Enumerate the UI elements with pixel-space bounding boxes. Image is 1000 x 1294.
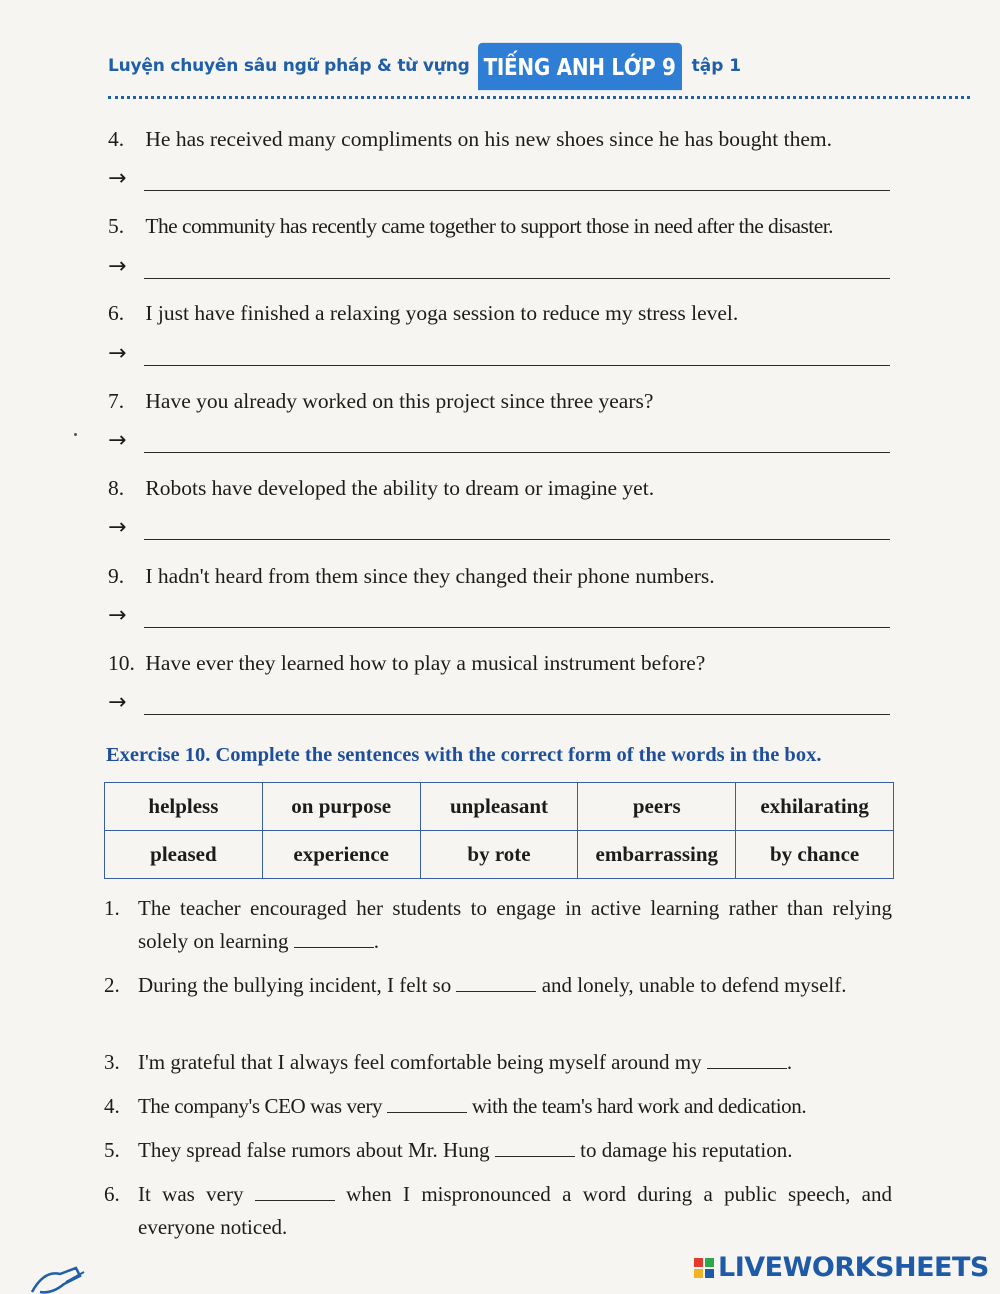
book-badge: TIẾNG ANH LỚP 9: [478, 42, 682, 89]
question-item: [104, 1046, 892, 1079]
arrow-icon: →: [108, 515, 127, 540]
book-subtitle: Luyện chuyên sâu ngữ pháp & từ vựng: [108, 56, 470, 76]
page-header: [108, 38, 741, 94]
answer-input[interactable]: [144, 365, 890, 366]
question-text: [138, 969, 892, 1002]
answer-row: [108, 166, 890, 198]
question-item: [104, 969, 892, 1002]
word-box-row: [105, 831, 894, 879]
arrow-icon: →: [108, 690, 127, 715]
item-number: 6.: [108, 301, 125, 325]
answer-input[interactable]: [144, 278, 890, 279]
question-item: [104, 1090, 892, 1123]
arrow-icon: →: [108, 603, 127, 628]
answer-input[interactable]: [144, 714, 890, 715]
question-text-after: .: [373, 929, 379, 953]
scan-speck: [74, 433, 77, 436]
logo-text: LIVEWORKSHEETS: [718, 1252, 989, 1283]
word-cell: pleased: [105, 831, 263, 879]
item-text: Have you already worked on this project since three years?: [145, 389, 654, 413]
question-text: [138, 1046, 892, 1079]
item-number: 4.: [108, 127, 125, 151]
arrow-icon: →: [108, 341, 127, 366]
answer-blank[interactable]: [294, 931, 374, 948]
question-text: [138, 892, 892, 958]
item-text: I hadn't heard from them since they changed their phone numbers.: [145, 564, 715, 588]
word-box: [104, 782, 894, 879]
question-item: [104, 1178, 892, 1244]
item-text: He has received many compliments on his new shoes since he has bought them.: [145, 127, 833, 151]
word-cell: helpless: [105, 783, 263, 831]
item-text: Robots have developed the ability to dream or imagine yet.: [145, 476, 655, 500]
rewrite-item: [108, 126, 898, 152]
arrow-icon: →: [108, 428, 127, 453]
question-text-before: I'm grateful that I always feel comfortable being myself around my: [138, 1050, 707, 1074]
answer-row: [108, 254, 890, 286]
rewrite-item: [108, 650, 898, 676]
rewrite-item: [108, 475, 898, 501]
rewrite-item: [108, 563, 898, 589]
question-text-after: and lonely, unable to defend myself.: [536, 973, 847, 997]
rewrite-item: [108, 388, 898, 414]
item-text: Have ever they learned how to play a musical instrument before?: [145, 651, 706, 675]
question-text: [138, 1134, 892, 1167]
answer-input[interactable]: [144, 190, 890, 191]
answer-row: [108, 428, 890, 460]
question-number: 3.: [104, 1050, 120, 1074]
answer-row: [108, 603, 890, 635]
question-text-before: They spread false rumors about Mr. Hung: [138, 1138, 495, 1162]
answer-blank[interactable]: [495, 1140, 575, 1157]
item-number: 5.: [108, 214, 125, 238]
word-cell: unpleasant: [420, 783, 578, 831]
volume-label: tập 1: [691, 56, 742, 76]
word-cell: experience: [262, 831, 420, 879]
question-number: 5.: [104, 1138, 120, 1162]
question-item: [104, 1134, 892, 1167]
rewrite-item: [108, 213, 898, 239]
arrow-icon: →: [108, 166, 127, 191]
question-text-after: when I mispronounced a word during a public speech, and everyone noticed.: [138, 1182, 892, 1239]
question-text-after: to damage his reputation.: [574, 1138, 793, 1162]
item-text: The community has recently came together to support those in need after the disaster.: [145, 214, 833, 238]
answer-blank[interactable]: [707, 1052, 787, 1069]
answer-row: [108, 515, 890, 547]
word-cell: by rote: [420, 831, 578, 879]
question-text-before: The company's CEO was very: [138, 1094, 388, 1118]
pencil-icon: [30, 1264, 90, 1294]
item-number: 8.: [108, 476, 125, 500]
answer-input[interactable]: [144, 452, 890, 453]
answer-blank[interactable]: [387, 1096, 467, 1113]
question-text: [138, 1090, 892, 1123]
answer-row: [108, 341, 890, 373]
word-cell: embarrassing: [578, 831, 736, 879]
item-number: 10.: [108, 651, 135, 675]
exercise-title: Exercise 10. Complete the sentences with the correct form of the words in the box.: [106, 744, 822, 766]
answer-blank[interactable]: [255, 1184, 335, 1201]
question-text-before: During the bullying incident, I felt so: [138, 973, 457, 997]
answer-input[interactable]: [144, 627, 890, 628]
word-box-row: [105, 783, 894, 831]
item-text: I just have finished a relaxing yoga session to reduce my stress level.: [145, 301, 739, 325]
word-cell: peers: [578, 783, 736, 831]
answer-row: [108, 690, 890, 722]
arrow-icon: →: [108, 254, 127, 279]
item-number: 9.: [108, 564, 125, 588]
question-text-after: with the team's hard work and dedication.: [467, 1094, 807, 1118]
answer-blank[interactable]: [456, 975, 536, 992]
answer-input[interactable]: [144, 539, 890, 540]
liveworksheets-logo: [694, 1252, 989, 1283]
question-number: 1.: [104, 896, 120, 920]
question-text-before: It was very: [138, 1182, 255, 1206]
question-number: 6.: [104, 1182, 120, 1206]
logo-grid-icon: [694, 1258, 714, 1278]
word-cell: on purpose: [262, 783, 420, 831]
question-number: 4.: [104, 1094, 120, 1118]
word-cell: exhilarating: [736, 783, 894, 831]
question-text-before: The teacher encouraged her students to engage in active learning rather than relying solely on learning: [138, 896, 892, 953]
question-text-after: .: [786, 1050, 793, 1074]
question-number: 2.: [104, 973, 120, 997]
header-divider: [108, 96, 970, 99]
word-cell: by chance: [736, 831, 894, 879]
question-text: [138, 1178, 892, 1244]
question-item: [104, 892, 892, 958]
item-number: 7.: [108, 389, 125, 413]
rewrite-item: [108, 300, 898, 326]
